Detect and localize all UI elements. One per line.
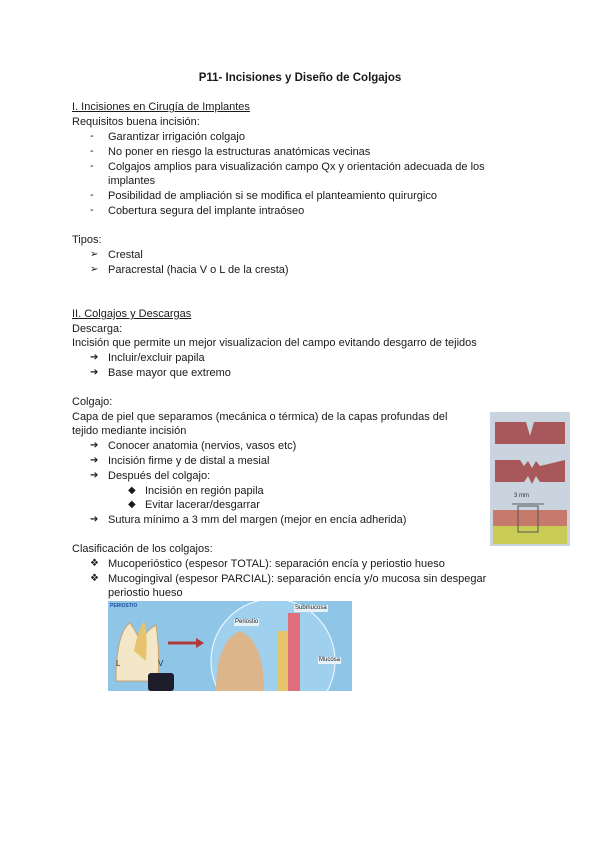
requisitos-label: Requisitos buena incisión: <box>72 116 200 128</box>
arrow-bullet: ➔ <box>90 367 99 378</box>
colgajo-label: Colgajo: <box>72 396 113 408</box>
periostio-label: Periostio <box>235 619 259 625</box>
list-item: Sutura mínimo a 3 mm del margen (mejor en encía adherida) <box>108 514 407 526</box>
arrow-head-icon <box>196 638 204 648</box>
list-item: Mucoperióstico (espesor TOTAL): separación encía y periostio hueso <box>108 558 445 570</box>
list-item: Mucogingival (espesor PARCIAL): separación encía y/o mucosa sin despegar periostio hueso <box>108 573 487 599</box>
periostio-illustration <box>108 601 352 691</box>
incision-v-shape <box>495 422 565 444</box>
diamond-bullet: ◆ <box>128 499 136 510</box>
arrow-bullet: ➔ <box>90 470 99 481</box>
arrow-bullet: ➔ <box>90 352 99 363</box>
list-item: Posibilidad de ampliación si se modifica el planteamiento quirurgico <box>108 190 437 202</box>
arrow-bullet: ➔ <box>90 440 99 451</box>
colgajo-definition: Capa de piel que separamos (mecánica o térmica) de la capas profundas del <box>72 411 448 423</box>
list-item: Colgajos amplios para visualización campo Qx y orientación adecuada de los implantes <box>108 161 485 187</box>
submucosa-layer <box>288 613 300 691</box>
tipos-label: Tipos: <box>72 234 102 246</box>
list-item: Conocer anatomia (nervios, vasos etc) <box>108 440 297 452</box>
arrowhead-bullet: ➢ <box>90 264 99 275</box>
arrow-bullet: ➔ <box>90 455 99 466</box>
submucosa-label: Submucosa <box>295 605 327 611</box>
section-heading-incisiones: I. Incisiones en Cirugía de Implantes <box>72 101 250 113</box>
list-bullet: - <box>90 160 94 172</box>
list-item: No poner en riesgo la estructuras anatómicas vecinas <box>108 146 371 158</box>
list-item: Después del colgajo: <box>108 470 211 482</box>
figure-corner-label: PERIOSTIO <box>110 603 138 609</box>
arrowhead-bullet: ➢ <box>90 249 99 260</box>
clasificacion-label: Clasificación de los colgajos: <box>72 543 213 555</box>
diamond-star-bullet: ❖ <box>90 573 99 584</box>
list-item: Cobertura segura del implante intraóseo <box>108 205 305 217</box>
list-item: Incisión en región papila <box>145 485 264 497</box>
list-item: Base mayor que extremo <box>108 367 231 379</box>
colgajo-definition-cont: tejido mediante incisión <box>72 425 187 437</box>
list-bullet: - <box>90 145 94 157</box>
section-heading-colgajos: II. Colgajos y Descargas <box>72 308 192 320</box>
list-item: Paracrestal (hacia V o L de la cresta) <box>108 264 289 276</box>
diamond-star-bullet: ❖ <box>90 558 99 569</box>
list-item: Incisión firme y de distal a mesial <box>108 455 270 467</box>
list-item: Evitar lacerar/desgarrar <box>145 499 260 511</box>
incision-lacerated-shape <box>495 460 565 484</box>
list-item: Crestal <box>108 249 143 261</box>
mucosa-label: Mucosa <box>319 657 341 663</box>
list-item: Garantizar irrigación colgajo <box>108 131 245 143</box>
label-l: L <box>116 659 121 668</box>
periostio-figure <box>108 601 352 691</box>
arrow-bullet: ➔ <box>90 514 99 525</box>
descarga-definition: Incisión que permite un mejor visualizacion del campo evitando desgarro de tejidos <box>72 337 477 349</box>
bone-layer <box>493 526 567 544</box>
flap-incision-figure <box>490 412 570 546</box>
list-bullet: - <box>90 189 94 201</box>
diamond-bullet: ◆ <box>128 485 136 496</box>
label-v: V <box>158 659 164 668</box>
periostio-layer <box>278 631 288 691</box>
descarga-label: Descarga: <box>72 323 123 335</box>
list-bullet: - <box>90 204 94 216</box>
flap-incision-illustration <box>490 412 570 546</box>
device-shape <box>148 673 174 691</box>
page-title: P11- Incisiones y Diseño de Colgajos <box>198 72 402 84</box>
list-bullet: - <box>90 130 94 142</box>
measure-label: 3 mm <box>514 493 529 499</box>
gingiva-layer <box>493 510 567 526</box>
list-item: Incluir/excluir papila <box>108 352 205 364</box>
